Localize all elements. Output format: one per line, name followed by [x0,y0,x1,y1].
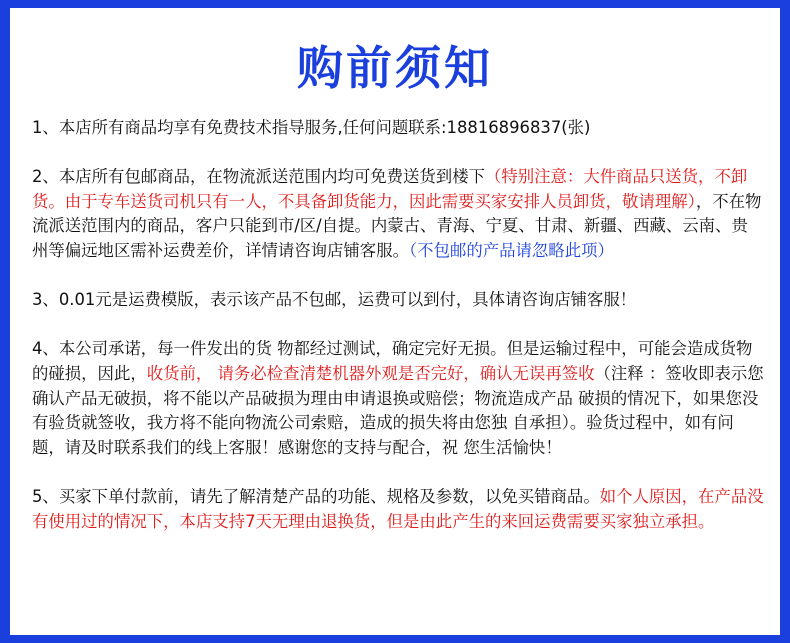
notice-item-2 [32,165,764,263]
notice-highlight-red: 如个人原因，在产品没有使用过的情况下，本店支持7天无理由退换货，但是由此产生的来回运费需要买家独立承担。 [32,486,764,531]
notice-list [32,116,764,534]
notice-card [10,8,780,635]
notice-item-1 [32,116,764,141]
notice-text: 2、本店所有包邮商品，在物流派送范围内均可免费送货到楼下 [32,167,485,187]
notice-text: 4、本公司承诺，每一件发出的货 物都经过测试，确定完好无损。但是运输过程中，可能会造成货物的碰损，因此， [32,339,753,383]
notice-text: 1、本店所有商品均享有免费技术指导服务,任何问题联系:18816896837(张) [32,118,591,137]
notice-item-4 [32,337,764,460]
notice-item-5 [32,485,764,534]
notice-text: 3、0.01元是运费模版，表示该产品不包邮，运费可以到付，具体请咨询店铺客服！ [32,290,637,310]
notice-text: （注释 ：签收即表示您确认产品无破损，将不能以产品破损为理由申请退换或赔偿；物流造成产品 破损的情况下，如果您没有验货就签收，我方将不能向物流公司索赔，造成的损失将由您独 自承担）。验货过程中，如有问题，请及时联系我们的线上客服！感谢您的支持与配合，祝 您生活愉快！ [32,363,764,457]
page-title: 购前须知 [297,41,493,95]
notice-highlight-blue: （不包邮的产品请忽略此项） [408,240,614,260]
notice-highlight-red: （特别注意：大件商品只送货，不卸货。由于专车送货司机只有一人，不具备卸货能力，因此需要买家安排人员卸货，敬请理解） [32,167,748,211]
notice-text: 5、买家下单付款前，请先了解清楚产品的功能、规格及参数，以免买错商品。 [32,486,600,506]
notice-highlight-red: 收货前， 请务必检查清楚机器外观是否完好，确认无误再签收 [146,363,595,383]
notice-text: ，不在物流派送范围内的商品，客户只能到市/区/自提。内蒙古、青海、宁夏、甘肃、新疆、西藏、云南、贵州等偏远地区需补运费差价，详情请咨询店铺客服。 [32,191,762,260]
notice-item-3 [32,288,764,313]
